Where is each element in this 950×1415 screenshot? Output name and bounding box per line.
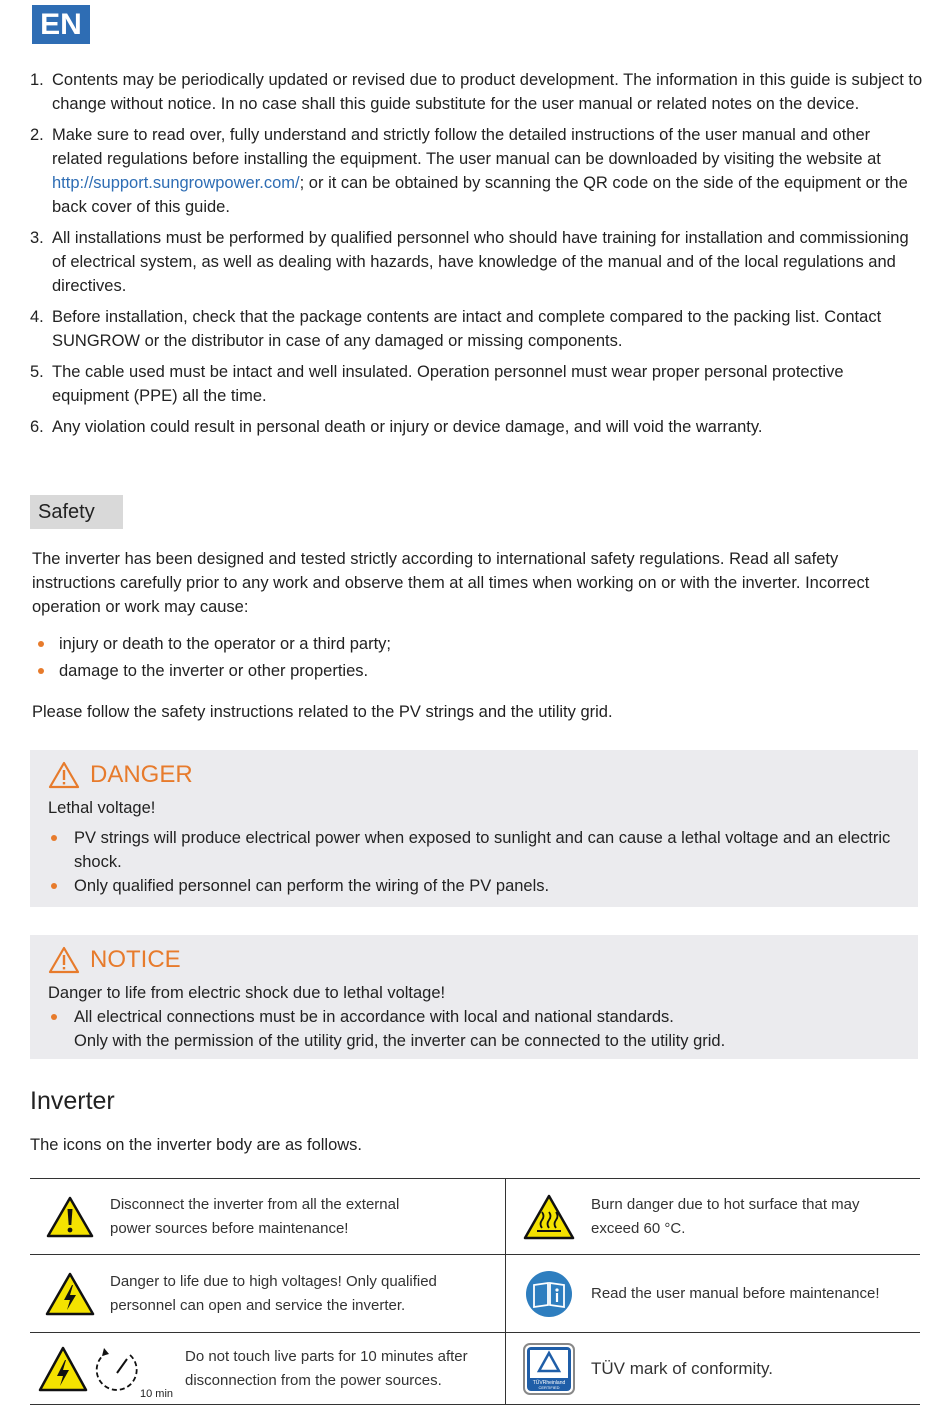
intro-item bbox=[30, 360, 925, 408]
intro-item-number: 6. bbox=[30, 418, 44, 436]
safety-intro: The inverter has been designed and tested strictly according to international safety regulations. Read all safety instructions carefully prior to any work and observe them at all times when working on or with the inverter. Incorrect operation or work may cause: bbox=[32, 550, 870, 616]
inverter-heading: Inverter bbox=[30, 1087, 115, 1115]
icon-cell bbox=[506, 1333, 920, 1404]
warning-triangle-icon bbox=[48, 761, 80, 789]
notice-subtitle: Danger to life from electric shock due to lethal voltage! bbox=[48, 984, 446, 1002]
tuv-mark-icon bbox=[506, 1343, 591, 1395]
voltage-timer-icon bbox=[30, 1336, 185, 1402]
support-website-link[interactable]: http://support.sungrowpower.com/ bbox=[52, 174, 300, 192]
bullet-dot-icon bbox=[51, 1014, 57, 1020]
intro-item-text-part: ; or it can be obtained by scanning the QR code on the side of the equipment or the back cover of this guide. bbox=[52, 174, 908, 216]
intro-item bbox=[30, 226, 925, 298]
intro-item-number: 1. bbox=[30, 71, 44, 89]
intro-item-text: Contents may be periodically updated or revised due to product development. The information in this guide is subject to change without notice. In no case shall this guide substitute for the user manual or related notes on the device. bbox=[52, 71, 923, 113]
icon-table bbox=[30, 1178, 920, 1405]
list-item bbox=[48, 1029, 918, 1053]
intro-item-number: 2. bbox=[30, 126, 44, 144]
intro-item-number: 3. bbox=[30, 229, 44, 247]
list-item-text: Only with the permission of the utility grid, the inverter can be connected to the utility grid. bbox=[74, 1032, 726, 1050]
icon-cell bbox=[30, 1333, 506, 1404]
bullet-dot-icon bbox=[38, 668, 44, 674]
notice-label: NOTICE bbox=[90, 946, 181, 973]
list-item-text: Only qualified personnel can perform the wiring of the PV panels. bbox=[74, 877, 550, 895]
danger-title bbox=[48, 750, 918, 796]
bullet-dot-icon bbox=[51, 835, 57, 841]
icon-cell bbox=[30, 1179, 506, 1254]
high-voltage-icon bbox=[38, 1344, 88, 1394]
icon-description: Danger to life due to high voltages! Only qualified personnel can open and service the inverter. bbox=[110, 1272, 437, 1314]
manual-icon bbox=[506, 1270, 591, 1318]
intro-item-text bbox=[52, 123, 925, 219]
intro-list bbox=[30, 68, 925, 446]
intro-item-text-part: Make sure to read over, fully understand and strictly follow the detailed instructions of the user manual and other related regulations before installing the equipment. The user manual can be downloaded by visiting the website at bbox=[52, 126, 881, 168]
list-item-text: All electrical connections must be in accordance with local and national standards. bbox=[74, 1008, 674, 1026]
high-voltage-icon bbox=[30, 1272, 110, 1316]
tuv-certified-text: CERTIFIED bbox=[537, 1384, 560, 1390]
tuv-brand-text: TÜVRheinland bbox=[532, 1379, 565, 1386]
intro-item-text: Any violation could result in personal death or injury or device damage, and will void the warranty. bbox=[52, 418, 763, 436]
icon-description: Do not touch live parts for 10 minutes after disconnection from the power sources. bbox=[185, 1347, 468, 1389]
safety-heading: Safety bbox=[30, 495, 123, 529]
table-row bbox=[30, 1179, 920, 1255]
list-item-text: PV strings will produce electrical power when exposed to sunlight and can cause a lethal voltage and an electric shock. bbox=[74, 829, 891, 871]
timer-label: 10 min bbox=[140, 1387, 174, 1400]
icon-cell bbox=[506, 1179, 920, 1254]
hot-surface-icon bbox=[506, 1194, 591, 1240]
safety-bullets bbox=[38, 631, 391, 685]
language-badge: EN bbox=[32, 5, 90, 44]
icon-description: Disconnect the inverter from all the external power sources before maintenance! bbox=[110, 1195, 400, 1237]
intro-item bbox=[30, 123, 925, 219]
timer-icon bbox=[92, 1341, 142, 1397]
intro-item-text: Before installation, check that the package contents are intact and complete compared to the packing list. Contact SUNGROW or the distributor in case of any damaged or missing components. bbox=[52, 308, 882, 350]
intro-item bbox=[30, 68, 925, 116]
icon-description: Read the user manual before maintenance! bbox=[591, 1284, 880, 1302]
list-item bbox=[48, 1005, 918, 1029]
list-item-text: injury or death to the operator or a third party; bbox=[59, 635, 392, 653]
intro-item-text: The cable used must be intact and well insulated. Operation personnel must wear proper personal protective equipment (PPE) all the time. bbox=[52, 363, 844, 405]
list-item bbox=[48, 874, 918, 898]
danger-box bbox=[30, 750, 918, 907]
list-item bbox=[38, 658, 391, 685]
danger-subtitle: Lethal voltage! bbox=[48, 799, 156, 817]
icon-description: TÜV mark of conformity. bbox=[591, 1358, 773, 1378]
safety-follow-text: Please follow the safety instructions related to the PV strings and the utility grid. bbox=[32, 703, 613, 721]
icon-cell bbox=[506, 1255, 920, 1332]
notice-title bbox=[48, 935, 918, 981]
list-item-text: damage to the inverter or other properties. bbox=[59, 662, 369, 680]
exclamation-warning-icon bbox=[30, 1196, 110, 1238]
icon-cell bbox=[30, 1255, 506, 1332]
intro-item-text: All installations must be performed by qualified personnel who should have training for installation and commissioning of electrical system, as well as dealing with hazards, have knowledge of the manual and of the local regulations and directives. bbox=[52, 229, 909, 295]
table-row bbox=[30, 1333, 920, 1405]
inverter-intro: The icons on the inverter body are as follows. bbox=[30, 1136, 363, 1154]
table-row bbox=[30, 1255, 920, 1333]
notice-box bbox=[30, 935, 918, 1059]
intro-item bbox=[30, 415, 925, 439]
danger-label: DANGER bbox=[90, 761, 193, 788]
warning-triangle-icon bbox=[48, 946, 80, 974]
icon-description: Burn danger due to hot surface that may exceed 60 °C. bbox=[591, 1195, 860, 1237]
intro-item bbox=[30, 305, 925, 353]
list-item bbox=[38, 631, 391, 658]
bullet-dot-icon bbox=[38, 641, 44, 647]
list-item bbox=[48, 826, 918, 874]
bullet-dot-icon bbox=[51, 883, 57, 889]
intro-item-number: 4. bbox=[30, 308, 44, 326]
intro-item-number: 5. bbox=[30, 363, 44, 381]
